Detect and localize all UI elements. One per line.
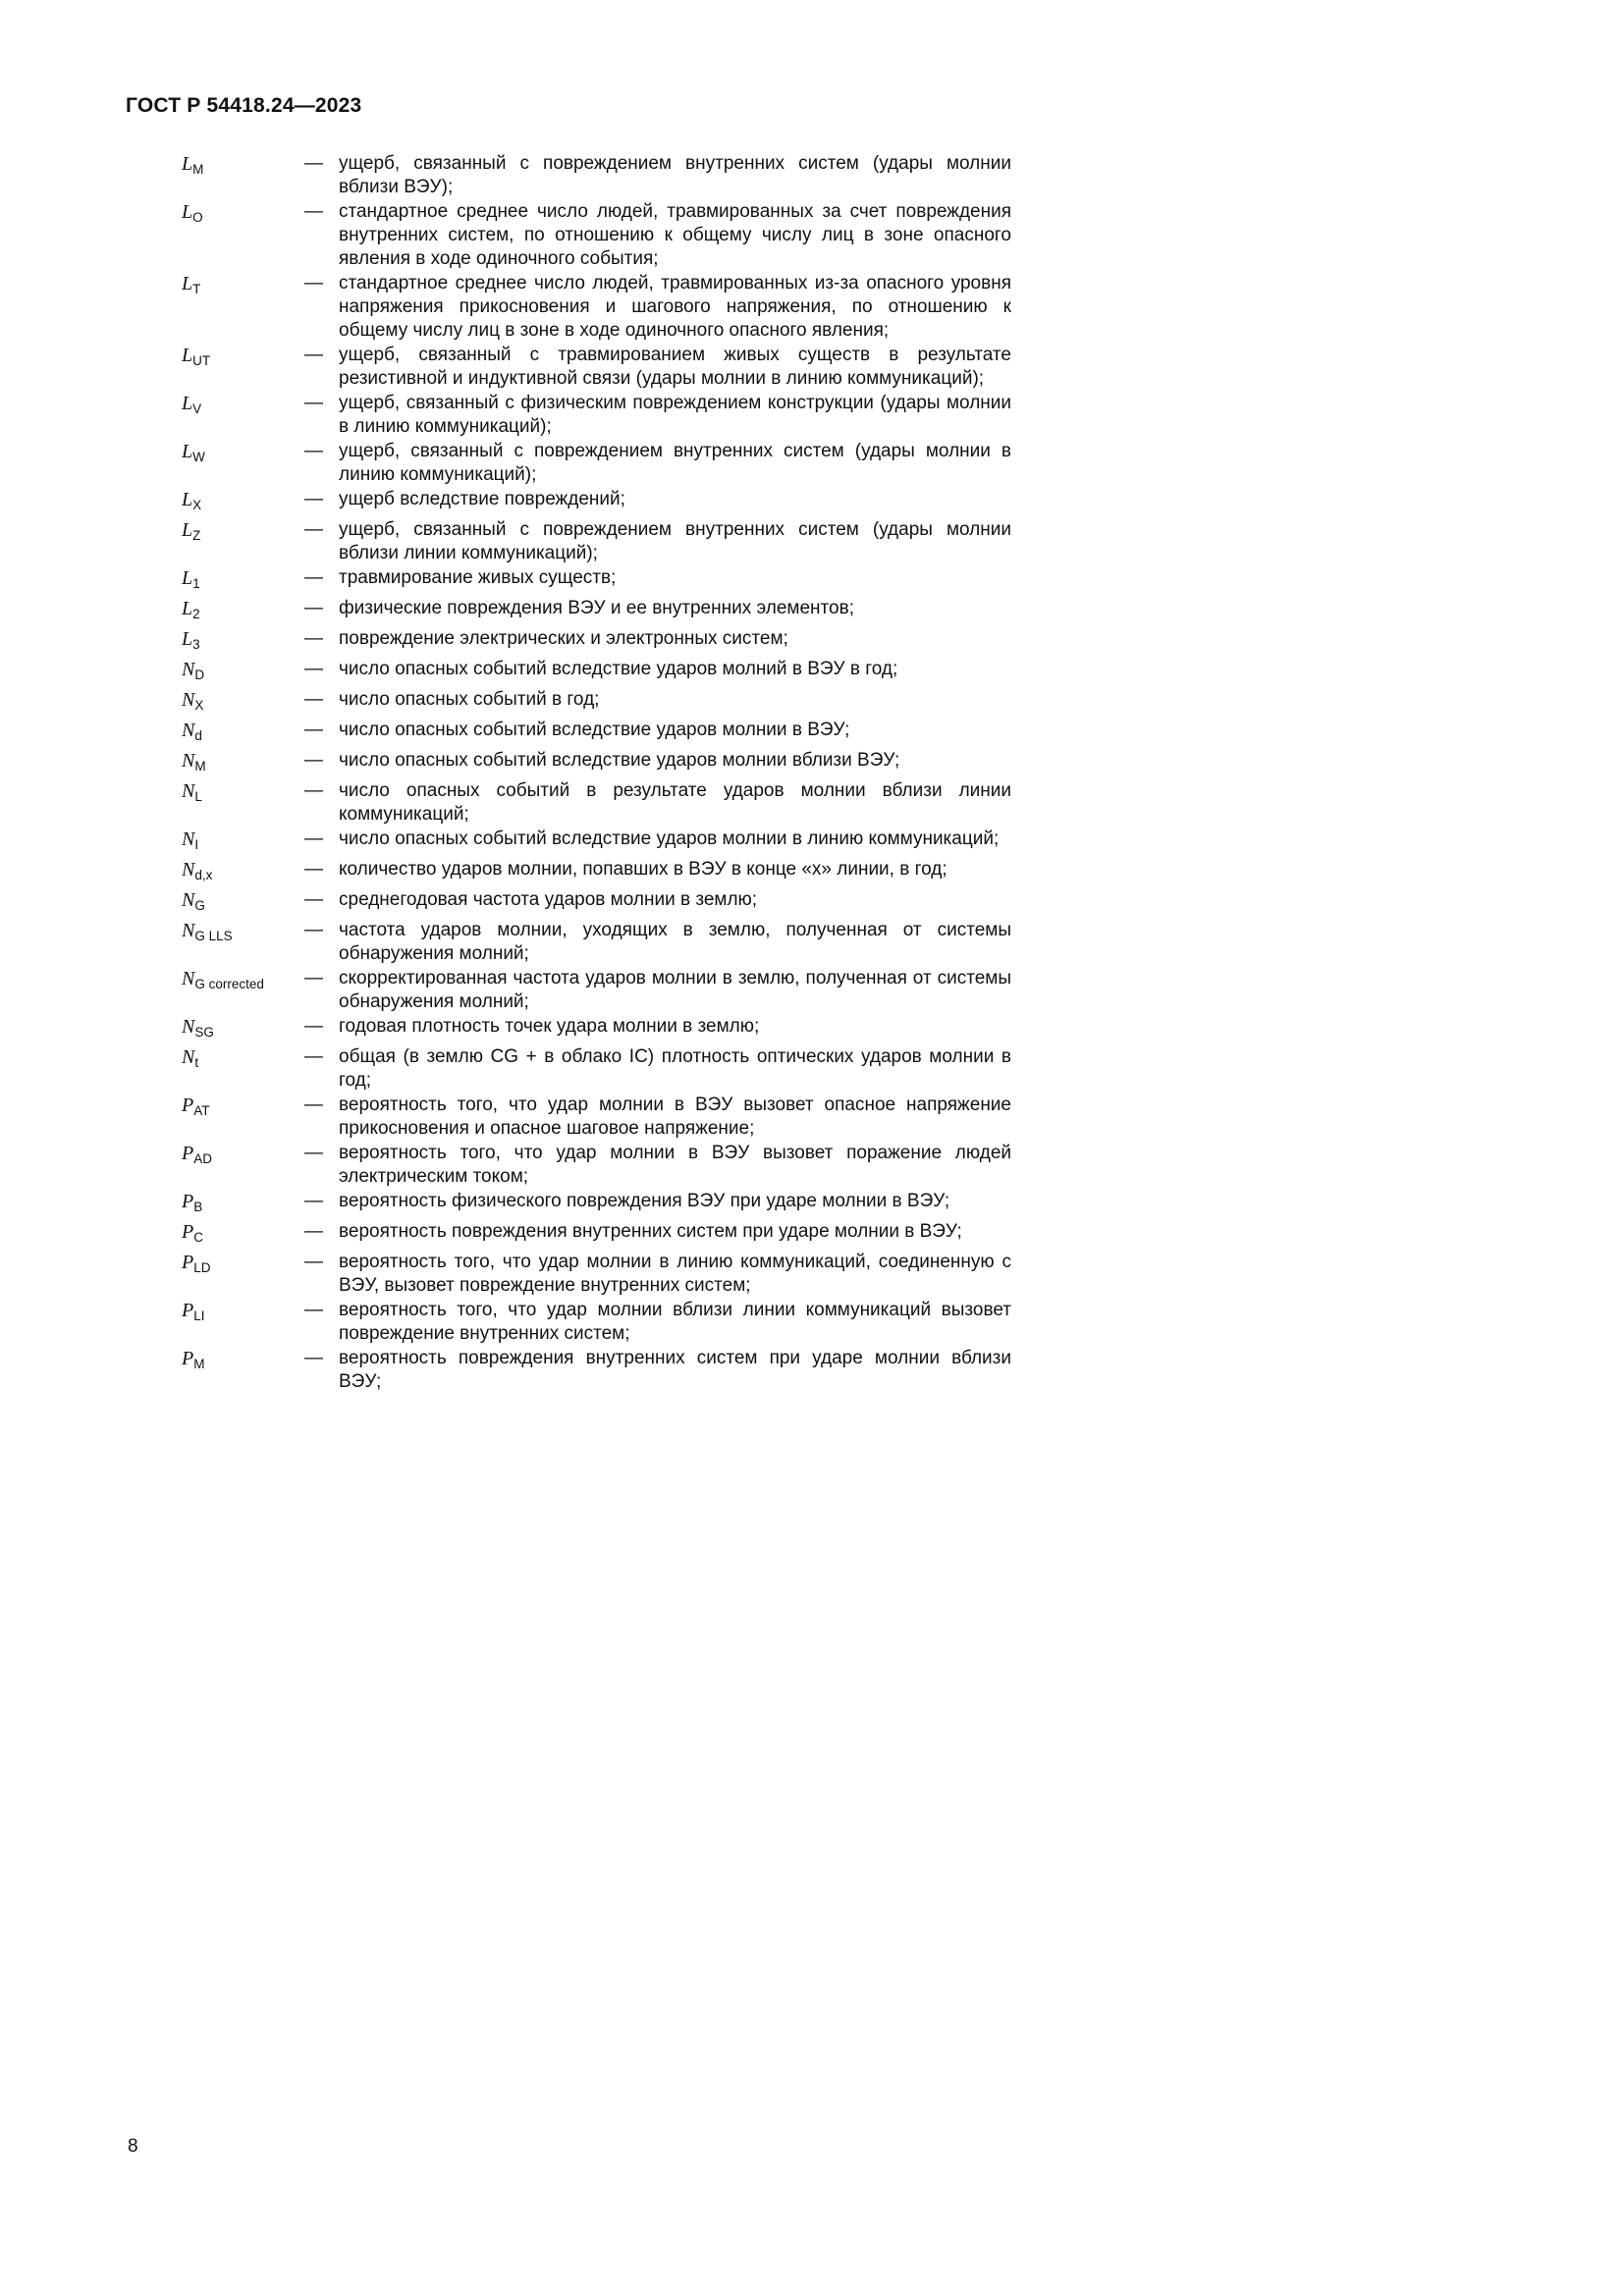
dash-separator: — [304,859,323,880]
dash-separator: — [304,1016,323,1037]
dash-separator: — [304,1348,323,1368]
symbol-subscript: M [194,759,206,774]
symbol-subscript: d,x [194,868,213,882]
symbol-subscript: UT [192,353,211,368]
symbol-base: L [182,273,193,294]
dash-separator: — [304,1143,323,1163]
symbol-base: L [182,567,193,589]
definition-row [182,919,1011,966]
symbol [182,888,304,918]
symbol-subscript: G corrected [194,977,264,991]
definition-text: вероятность того, что удар молнии в линию коммуникаций, соединенную с ВЭУ, вызовет повреждение внутренних систем; [339,1252,1011,1296]
symbol [182,919,304,948]
dash-separator: — [304,750,323,771]
dash-separator: — [304,689,323,710]
definition-text: вероятность того, что удар молнии в ВЭУ вызовет опасное напряжение прикосновения и опасное шаговое напряжение; [339,1095,1011,1139]
symbol [182,858,304,887]
dash-separator: — [304,1252,323,1272]
symbol [182,597,304,626]
definition-row [182,779,1011,827]
symbol-subscript: t [194,1055,199,1070]
definitions-list [182,152,1011,1395]
definition-row [182,392,1011,439]
definition-text: физические повреждения ВЭУ и ее внутренних элементов; [339,598,854,618]
symbol [182,1015,304,1044]
dash-separator: — [304,345,323,365]
symbol-base: L [182,489,193,510]
symbol-base: N [182,968,195,989]
symbol [182,627,304,657]
symbol-base: N [182,659,195,680]
dash-separator: — [304,828,323,849]
symbol-base: N [182,889,195,911]
dash-separator: — [304,1046,323,1067]
symbol-base: P [182,1191,194,1212]
dash-separator: — [304,153,323,174]
symbol-base: N [182,689,195,711]
symbol-subscript: AT [193,1103,210,1118]
symbol [182,749,304,778]
dash-separator: — [304,920,323,940]
symbol [182,200,304,230]
definition-text: вероятность того, что удар молнии вблизи линии коммуникаций вызовет повреждение внутренних систем; [339,1300,1011,1344]
symbol-base: L [182,393,193,414]
definition-row [182,566,1011,596]
symbol-base: L [182,441,193,462]
symbol-base: L [182,628,193,650]
definition-row [182,1015,1011,1044]
symbol-base: L [182,519,193,541]
definition-text: число опасных событий вследствие ударов молнии в ВЭУ; [339,720,850,740]
symbol-subscript: 1 [192,576,200,591]
dash-separator: — [304,393,323,413]
definition-text: ущерб, связанный с травмированием живых существ в результате резистивной и индуктивной связи (удары молнии в линию коммуникаций); [339,345,1011,389]
definition-row [182,1347,1011,1394]
symbol [182,518,304,548]
symbol [182,488,304,517]
symbol [182,1299,304,1328]
dash-separator: — [304,489,323,509]
dash-separator: — [304,968,323,988]
symbol [182,440,304,469]
symbol-base: N [182,859,195,881]
definition-text: ущерб, связанный с повреждением внутренних систем (удары молнии вблизи ВЭУ); [339,153,1011,197]
symbol [182,828,304,857]
symbol [182,1220,304,1250]
page-number: 8 [128,2136,138,2157]
definition-text: общая (в землю CG + в облако IC) плотность оптических ударов молнии в год; [339,1046,1011,1091]
dash-separator: — [304,1300,323,1320]
definition-row [182,597,1011,626]
symbol-subscript: C [193,1230,203,1245]
definition-row [182,888,1011,918]
symbol-subscript: G LLS [194,929,233,943]
definition-text: вероятность повреждения внутренних систем при ударе молнии вблизи ВЭУ; [339,1348,1011,1392]
definition-row [182,658,1011,687]
symbol-base: L [182,345,193,366]
symbol-subscript: LD [193,1260,211,1275]
symbol [182,1045,304,1075]
definition-text: травмирование живых существ; [339,567,617,588]
symbol-subscript: 3 [192,637,200,652]
definition-text: повреждение электрических и электронных систем; [339,628,788,649]
symbol [182,344,304,373]
symbol-base: P [182,1221,194,1243]
symbol [182,1142,304,1171]
symbol [182,272,304,301]
symbol-subscript: Z [192,528,201,543]
symbol-base: N [182,828,195,850]
symbol-base: P [182,1252,194,1273]
symbol [182,719,304,748]
symbol-subscript: O [192,210,203,225]
dash-separator: — [304,567,323,588]
definition-text: ущерб, связанный с повреждением внутренних систем (удары молнии вблизи линии коммуникаций); [339,519,1011,563]
dash-separator: — [304,1095,323,1115]
dash-separator: — [304,441,323,461]
symbol-subscript: M [193,1357,205,1371]
symbol-subscript: B [193,1200,203,1214]
symbol-subscript: V [192,401,202,416]
definition-text: стандартное среднее число людей, травмированных из-за опасного уровня напряжения прикосновения и шагового напряжения, по отношению к общему числу лиц в зоне в ходе одиночного опасного явления; [339,273,1011,341]
symbol-base: L [182,153,193,175]
symbol-subscript: SG [194,1025,214,1040]
symbol-subscript: G [194,898,205,913]
symbol-base: P [182,1348,194,1369]
definition-text: число опасных событий вследствие ударов молний в ВЭУ в год; [339,659,898,679]
symbol-subscript: X [192,498,202,512]
definition-text: вероятность физического повреждения ВЭУ при ударе молнии в ВЭУ; [339,1191,950,1211]
symbol-base: P [182,1095,194,1116]
symbol [182,1347,304,1376]
symbol-base: N [182,720,195,741]
symbol-subscript: M [192,162,204,177]
definition-row [182,440,1011,487]
definition-row [182,967,1011,1014]
symbol [182,1094,304,1123]
document-header-title: ГОСТ Р 54418.24—2023 [126,94,362,117]
symbol-base: N [182,780,195,802]
symbol-subscript: LI [193,1308,205,1323]
symbol-base: P [182,1300,194,1321]
definition-row [182,749,1011,778]
definition-row [182,1094,1011,1141]
dash-separator: — [304,519,323,540]
symbol-subscript: D [194,667,205,682]
dash-separator: — [304,598,323,618]
definition-row [182,488,1011,517]
definition-row [182,1251,1011,1298]
symbol-base: N [182,1046,195,1068]
definition-row [182,1299,1011,1346]
dash-separator: — [304,780,323,801]
dash-separator: — [304,889,323,910]
definition-row [182,1190,1011,1219]
definition-text: число опасных событий в результате ударов молнии вблизи линии коммуникаций; [339,780,1011,825]
definition-text: скорректированная частота ударов молнии в землю, полученная от системы обнаружения молний; [339,968,1011,1012]
symbol-subscript: X [194,698,204,713]
symbol-subscript: 2 [192,607,200,621]
definition-text: вероятность повреждения внутренних систем при ударе молнии в ВЭУ; [339,1221,962,1242]
definition-text: ущерб, связанный с физическим повреждением конструкции (удары молнии в линию коммуникаций); [339,393,1011,437]
symbol-base: N [182,1016,195,1038]
definition-text: ущерб вследствие повреждений; [339,489,625,509]
dash-separator: — [304,201,323,222]
symbol [182,658,304,687]
symbol-subscript: W [192,450,205,464]
dash-separator: — [304,720,323,740]
symbol-subscript: d [194,728,202,743]
symbol [182,566,304,596]
definition-text: ущерб, связанный с повреждением внутренних систем (удары молнии в линию коммуникаций); [339,441,1011,485]
symbol-base: L [182,201,193,223]
definition-row [182,627,1011,657]
symbol [182,152,304,182]
definition-row [182,518,1011,565]
symbol-subscript: T [192,282,201,296]
symbol [182,1190,304,1219]
definition-row [182,344,1011,391]
definition-row [182,688,1011,718]
definition-text: среднегодовая частота ударов молнии в землю; [339,889,758,910]
definition-text: количество ударов молнии, попавших в ВЭУ в конце «х» линии, в год; [339,859,947,880]
definition-row [182,1142,1011,1189]
definition-row [182,1045,1011,1093]
dash-separator: — [304,1191,323,1211]
dash-separator: — [304,628,323,649]
symbol-base: L [182,598,193,619]
definition-text: число опасных событий вследствие ударов молнии в линию коммуникаций; [339,828,1000,849]
definition-text: годовая плотность точек удара молнии в землю; [339,1016,760,1037]
definition-row [182,272,1011,343]
symbol [182,688,304,718]
definition-row [182,200,1011,271]
symbol [182,1251,304,1280]
symbol-subscript: L [194,789,202,804]
definition-text: частота ударов молнии, уходящих в землю, полученная от системы обнаружения молний; [339,920,1011,964]
definition-row [182,828,1011,857]
symbol [182,779,304,809]
symbol [182,967,304,996]
symbol-base: N [182,750,195,772]
definition-text: вероятность того, что удар молнии в ВЭУ вызовет поражение людей электрическим током; [339,1143,1011,1187]
symbol-base: P [182,1143,194,1164]
dash-separator: — [304,273,323,294]
dash-separator: — [304,1221,323,1242]
symbol-subscript: I [194,837,199,852]
definition-row [182,152,1011,199]
definition-text: число опасных событий вследствие ударов молнии вблизи ВЭУ; [339,750,900,771]
definition-text: число опасных событий в год; [339,689,600,710]
definition-text: стандартное среднее число людей, травмированных за счет повреждения внутренних систем, по отношению к общему числу лиц в зоне опасного явления в ходе одиночного события; [339,201,1011,269]
symbol-subscript: AD [193,1151,212,1166]
definition-row [182,1220,1011,1250]
dash-separator: — [304,659,323,679]
symbol-base: N [182,920,195,941]
symbol [182,392,304,421]
definition-row [182,719,1011,748]
definition-row [182,858,1011,887]
